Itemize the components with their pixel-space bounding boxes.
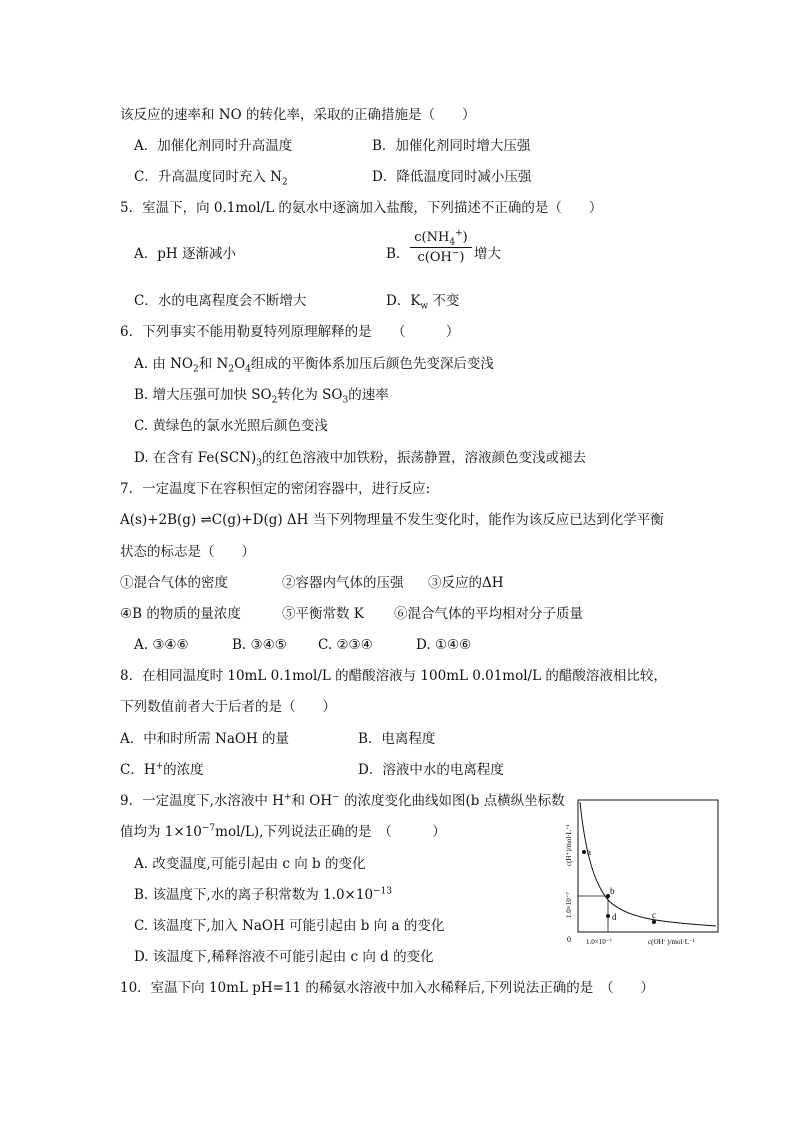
- origin-label: 0: [567, 935, 571, 944]
- equilibrium-curve: [580, 802, 716, 926]
- q6-option-a: A. 由 $NO_2$和 $N_2O_4$组成的平衡体系加压后颜色先变深后变浅: [134, 356, 494, 375]
- q7-item-6: ⑥混合气体的平均相对分子质量: [394, 606, 583, 622]
- y-tick-label: 1.0×10⁻⁷: [565, 892, 573, 918]
- point-b-label: b: [610, 886, 615, 896]
- q6-stem: 6．下列事实不能用勒夏特列原理解释的是 （ ）: [120, 324, 460, 340]
- ion-concentration-graph: [556, 790, 730, 950]
- point-c-label: c: [652, 910, 656, 920]
- q9-option-c: C. 该温度下,加入 NaOH 可能引起由 b 向 a 的变化: [134, 918, 445, 934]
- q4-option-d: D．降低温度同时减小压强: [372, 169, 532, 185]
- q8-stem: 8．在相同温度时 10mL 0.1mol/L 的醋酸溶液与 100mL 0.01mol/L 的醋酸溶液相比较，: [120, 668, 667, 684]
- q7-stem: 7．一定温度下在容积恒定的密闭容器中，进行反应:: [120, 481, 431, 497]
- q7-option-c: C. ②③④: [318, 637, 373, 653]
- graph-frame: [578, 800, 718, 932]
- q5-option-a: A．pH 逐渐减小: [134, 246, 236, 262]
- q9-option-a: A. 改变温度,可能引起由 c 向 b 的变化: [134, 856, 366, 872]
- q10-stem: 10．室温下向 10mL pH=11 的稀氨水溶液中加入水稀释后,下列说法正确的是 （ ）: [120, 980, 654, 996]
- point-a-label: a: [587, 847, 591, 857]
- point-c-marker: [652, 920, 656, 924]
- q6-option-c: C. 黄绿色的氯水光照后颜色变浅: [134, 418, 328, 434]
- fraction-bar: [410, 247, 472, 248]
- q9-option-d: D. 该温度下,稀释溶液不可能引起由 c 向 d 的变化: [134, 949, 434, 965]
- q9-stem-2: 值均为 $1\times 10^{-7}mol/L$),下列说法正确的是 （ ）: [120, 823, 446, 840]
- q7-option-d: D. ①④⑥: [416, 637, 472, 653]
- fraction-denominator: c(OH−): [417, 248, 465, 265]
- q4-option-a: A．加催化剂同时升高温度: [134, 138, 293, 154]
- q7-stem-end: 状态的标志是（ ）: [120, 544, 255, 560]
- q7-equation: A(s)+2B(g) ⇌C(g)+D(g) ΔH 当下列物理量不发生变化时，能作为该反应已达到化学平衡: [120, 512, 664, 528]
- q8-option-d: D．溶液中水的电离程度: [358, 762, 504, 778]
- fraction-numerator: $c(NH_4^+)$: [414, 228, 468, 248]
- q5-option-d: D．$K_w$ 不变: [386, 293, 460, 312]
- x-axis-label: c(OH⁻)/mol·L⁻¹: [648, 938, 695, 946]
- q7-option-a: A. ③④⑥: [134, 637, 189, 653]
- q9-option-b: B. 该温度下,水的离子积常数为 $1.0\times 10^{-13}$: [134, 886, 393, 903]
- q7-item-2: ②容器内气体的压强: [282, 575, 404, 591]
- q7-item-1: ①混合气体的密度: [120, 575, 228, 591]
- intro-line: 该反应的速率和 NO 的转化率，采取的正确措施是（ ）: [120, 107, 476, 123]
- q8-option-a: A．中和时所需 NaOH 的量: [120, 731, 290, 747]
- q7-option-b: B. ③④⑤: [232, 637, 287, 653]
- q7-item-5: ⑤平衡常数 K: [282, 606, 364, 622]
- q6-option-d: D. 在含有 $Fe(SCN)_3$的红色溶液中加铁粉，振荡静置，溶液颜色变浅或褪去: [134, 450, 586, 469]
- q5-option-b-fraction: [410, 230, 472, 265]
- q5-option-c: C．水的电离程度会不断增大: [134, 293, 307, 309]
- q5-option-b-suffix: 增大: [474, 246, 501, 262]
- q7-item-3: ③反应的ΔH: [428, 575, 504, 591]
- x-tick-label: 1.0×10⁻⁷: [586, 938, 612, 946]
- q8-stem-2: 下列数值前者大于后者的是（ ）: [120, 699, 336, 715]
- q7-item-4: ④B 的物质的量浓度: [120, 606, 241, 622]
- q5-stem: 5．室温下，向 0.1mol/L 的氨水中逐滴加入盐酸，下列描述不正确的是（ ）: [120, 200, 603, 216]
- point-a-marker: [582, 850, 586, 854]
- q5-option-b-label: B．: [386, 246, 410, 262]
- q4-option-c: C．升高温度同时充入 $N_2$: [134, 169, 288, 188]
- q8-option-c: C．H+的浓度: [120, 761, 204, 778]
- q9-stem: 9．一定温度下,水溶液中 H+和 OH− 的浓度变化曲线如图(b 点横纵坐标数: [120, 792, 565, 809]
- q8-option-b: B．电离程度: [358, 731, 436, 747]
- y-axis-label: c(H⁺)/mol·L⁻¹: [565, 824, 573, 866]
- point-d-marker: [606, 914, 610, 918]
- q4-option-b: B．加催化剂同时增大压强: [372, 138, 531, 154]
- q6-option-b: B. 增大压强可加快 $SO_2$转化为 $SO_3$的速率: [134, 387, 389, 406]
- point-d-label: d: [612, 912, 617, 922]
